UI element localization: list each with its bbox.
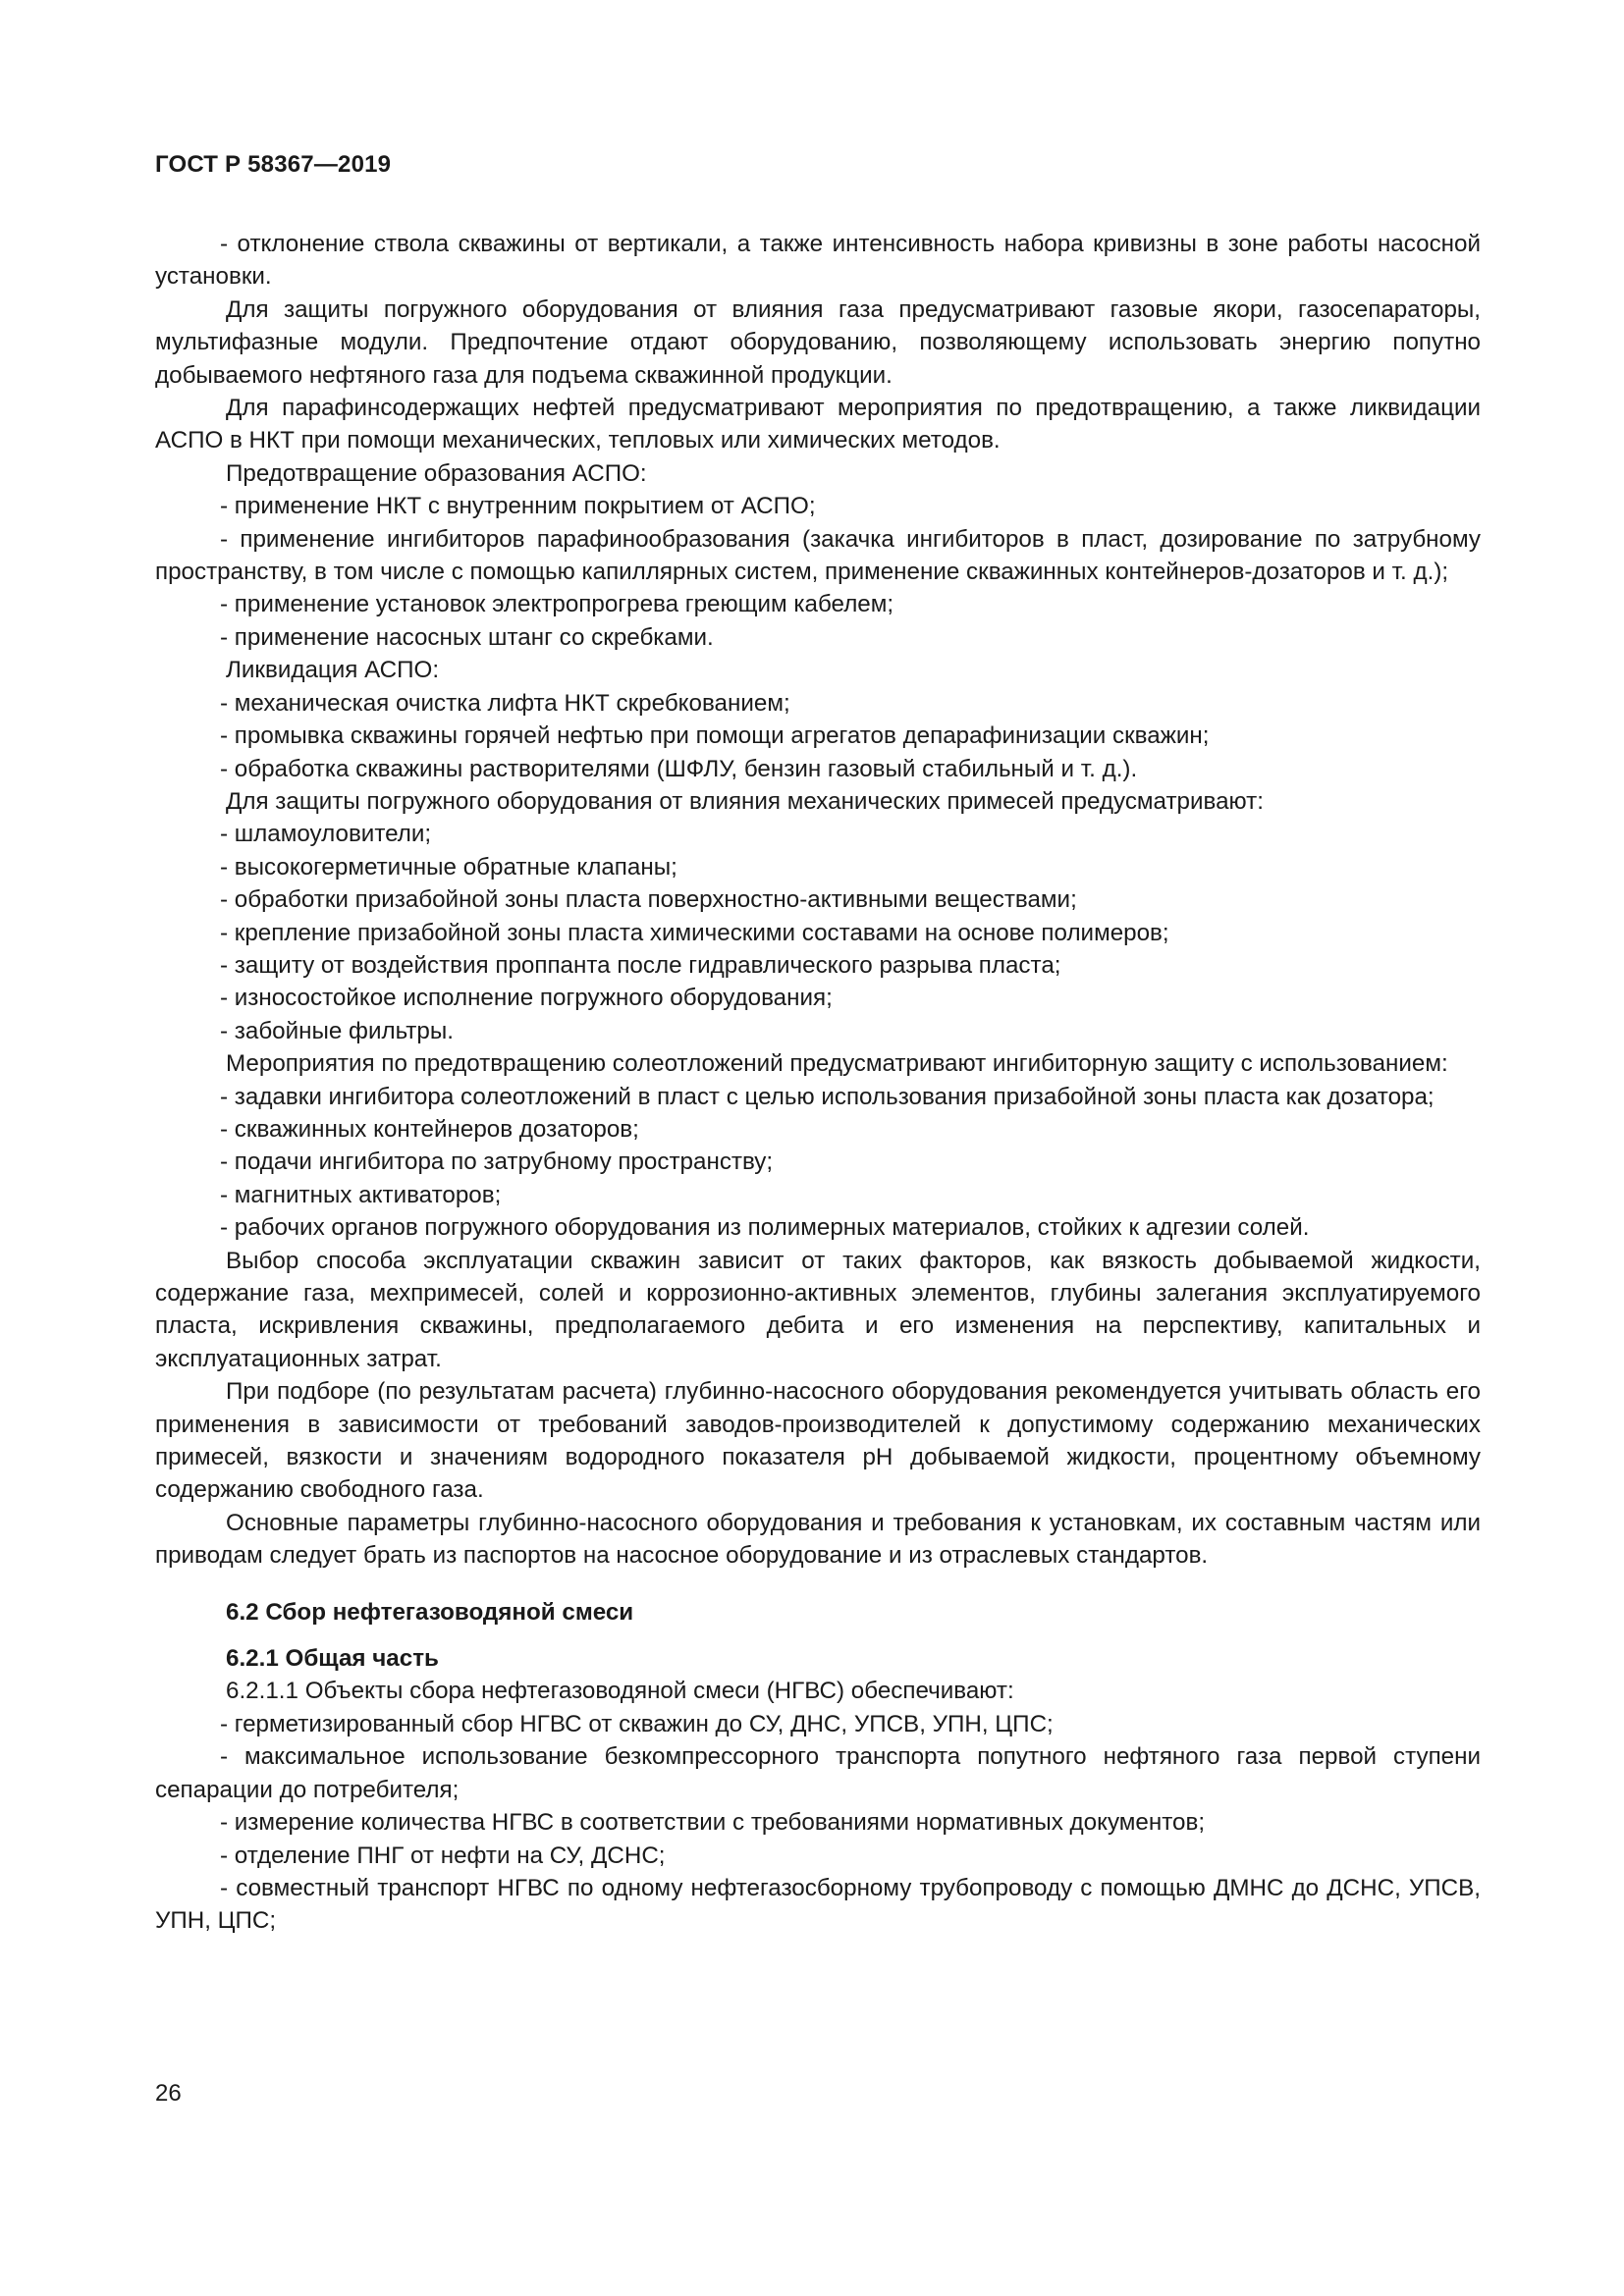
list-item: - обработка скважины растворителями (ШФЛУ, бензин газовый стабильный и т. д.). [220, 755, 1138, 782]
paragraph: 6.2.1.1 Объекты сбора нефтегазоводяной смеси (НГВС) обеспечивают: [226, 1678, 1014, 1705]
list-item: - применение НКТ с внутренним покрытием от АСПО; [220, 493, 816, 520]
list-item: - отделение ПНГ от нефти на СУ, ДСНС; [220, 1842, 666, 1869]
list-item: - подачи ингибитора по затрубному пространству; [220, 1148, 774, 1176]
paragraph: Для парафинсодержащих нефтей предусматривают мероприятия по предотвращению, а также ликвидации АСПО в НКТ при помощи механических, тепловых или химических методов. [155, 395, 1481, 454]
list-item: - совместный транспорт НГВС по одному нефтегазосборному трубопроводу с помощью ДМНС до ДСНС, УПСВ, УПН, ЦПС; [155, 1874, 1481, 1935]
paragraph: Основные параметры глубинно-насосного оборудования и требования к установкам, их составным частям или приводам следует брать из паспортов на насосное оборудование и из отраслевых стандартов. [155, 1509, 1481, 1570]
document-header: ГОСТ Р 58367—2019 [155, 151, 392, 178]
list-item: - механическая очистка лифта НКТ скребкованием; [220, 689, 790, 717]
list-item: - высокогерметичные обратные клапаны; [220, 853, 677, 881]
paragraph: Для защиты погружного оборудования от влияния газа предусматривают газовые якори, газосепараторы, мультифазные модули. Предпочтение отдают оборудованию, позволяющему использовать энергию попутно добываемого нефтяного газа для подъема скважинной продукции. [155, 295, 1481, 389]
list-item: - защиту от воздействия проппанта после гидравлического разрыва пласта; [220, 951, 1061, 979]
list-item: - задавки ингибитора солеотложений в пласт с целью использования призабойной зоны пласта как дозатора; [220, 1083, 1435, 1110]
paragraph: - отклонение ствола скважины от вертикали, а также интенсивность набора кривизны в зоне работы насосной установки. [155, 231, 1481, 291]
list-item: - обработки призабойной зоны пласта поверхностно-активными веществами; [220, 886, 1077, 914]
list-item: - скважинных контейнеров дозаторов; [220, 1115, 639, 1143]
list-item: - применение установок электропрогрева греющим кабелем; [220, 591, 894, 618]
list-item: - максимальное использование безкомпрессорного транспорта попутного нефтяного газа первой ступени сепарации до потребителя; [155, 1743, 1481, 1803]
paragraph: Выбор способа эксплуатации скважин зависит от таких факторов, как вязкость добываемой жидкости, содержание газа, мехпримесей, солей и коррозионно-активных элементов, глубины залегания эксплуатируемого пласта, искривления скважины, предполагаемого дебита и его изменения на перспективу, капитальных и эксплуатационных затрат. [155, 1247, 1481, 1372]
paragraph: Предотвращение образования АСПО: [226, 459, 647, 487]
list-item: - применение ингибиторов парафинообразования (закачка ингибиторов в пласт, дозирование по затрубному пространству, в том числе с помощью капиллярных систем, применение скважинных контейнеров-дозаторов и т. д.); [155, 525, 1481, 586]
list-item: - герметизированный сбор НГВС от скважин до СУ, ДНС, УПСВ, УПН, ЦПС; [220, 1710, 1054, 1737]
document-body [155, 228, 1481, 1938]
subsection-heading: 6.2.1 Общая часть [226, 1645, 439, 1673]
paragraph: Мероприятия по предотвращению солеотложений предусматривают ингибиторную защиту с использованием: [226, 1050, 1448, 1078]
list-item: - магнитных активаторов; [220, 1181, 502, 1208]
list-item: - промывка скважины горячей нефтью при помощи агрегатов депарафинизации скважин; [220, 722, 1210, 750]
list-item: - шламоуловители; [220, 821, 432, 848]
list-item: - забойные фильтры. [220, 1017, 454, 1044]
list-item: - применение насосных штанг со скребками. [220, 623, 714, 651]
paragraph: Ликвидация АСПО: [226, 657, 440, 684]
list-item: - износостойкое исполнение погружного оборудования; [220, 985, 833, 1012]
paragraph: При подборе (по результатам расчета) глубинно-насосного оборудования рекомендуется учитывать область его применения в зависимости от требований заводов-производителей к допустимому содержанию механических примесей, вязкости и значениям водородного показателя pH добываемой жидкости, процентному объемному содержанию свободного газа. [155, 1378, 1481, 1504]
list-item: - рабочих органов погружного оборудования из полимерных материалов, стойких к адгезии солей. [220, 1214, 1310, 1242]
paragraph: Для защиты погружного оборудования от влияния механических примесей предусматривают: [226, 787, 1264, 815]
list-item: - крепление призабойной зоны пласта химическими составами на основе полимеров; [220, 919, 1169, 946]
page-number: 26 [155, 2080, 182, 2107]
list-item: - измерение количества НГВС в соответствии с требованиями нормативных документов; [220, 1809, 1206, 1837]
section-heading: 6.2 Сбор нефтегазоводяной смеси [226, 1598, 634, 1626]
